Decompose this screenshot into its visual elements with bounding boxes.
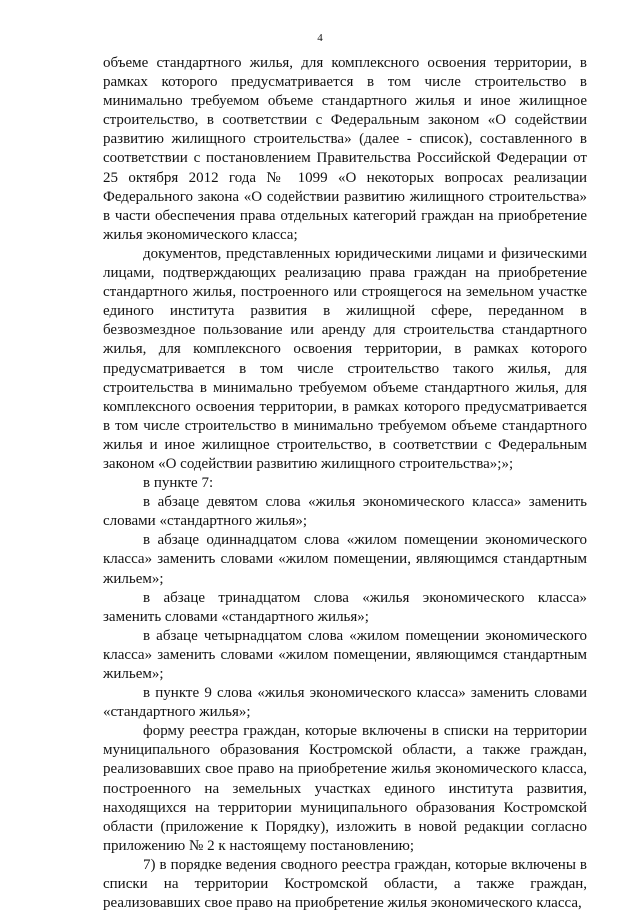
paragraph-abzac-13: в абзаце тринадцатом слова «жилья экономического класса» заменить словами «стандартного жилья»;	[103, 589, 587, 625]
paragraph-abzac-14: в абзаце четырнадцатом слова «жилом помещении экономического класса» заменить словами «жилом помещении, являющимся стандартным жильем»;	[103, 627, 587, 682]
paragraph-item-7-consolidated: 7) в порядке ведения сводного реестра граждан, которые включены в списки на территории Костромской области, а также граждан, реализовавших свое право на приобретение жилья экономического класса,	[103, 856, 587, 912]
document-body	[103, 54, 587, 913]
paragraph-item-9: в пункте 9 слова «жилья экономического класса» заменить словами «стандартного жилья»;	[103, 685, 587, 721]
paragraph-abzac-11: в абзаце одиннадцатом слова «жилом помещении экономического класса» заменить словами «жилом помещении, являющимся стандартным жильем»;	[103, 532, 587, 587]
paragraph-registry-form: форму реестра граждан, которые включены в списки на территории муниципального образования Костромской области, а также граждан, реализовавших свое право на приобретение жилья экономического класса, построенного на земельных участках единого института развития, находящихся на территории муниципального образования Костромской области (приложение к Порядку), изложить в новой редакции согласно приложению № 2 к настоящему постановлению;	[103, 723, 587, 854]
paragraph-item-7-heading: в пункте 7:	[143, 475, 214, 492]
paragraph-documents: документов, представленных юридическими лицами и физическими лицами, подтверждающих реализацию права граждан на приобретение стандартного жилья, построенного или строящегося на земельном участке единого института развития в жилищной сфере, переданном в безвозмездное пользование или аренду для строительства стандартного жилья, для комплексного освоения территории, в рамках которого предусматривается в том числе строительство такого жилья, для строительства в минимально требуемом объеме стандартного жилья, для комплексного освоения территории, в рамках которого предусматривается в том числе строительство в минимально требуемом объеме стандартного жилья и иное жилищное строительство, в соответствии с Федеральным законом «О содействии развитию жилищного строительства»;»;	[103, 245, 587, 472]
paragraph-abzac-9: в абзаце девятом слова «жилья экономического класса» заменить словами «стандартного жилья»;	[103, 494, 587, 530]
page-number: 4	[317, 32, 323, 44]
paragraph-continuation: объеме стандартного жилья, для комплексного освоения территории, в рамках которого предусматривается в том числе строительство в минимально требуемом объеме стандартного жилья и иное жилищное строительство, в соответствии с Федеральным законом «О содействии развитию жилищного строительства» (далее - список), составленного в соответствии с постановлением Правительства Российской Федерации от 25 октября 2012 года № 1099 «О некоторых вопросах реализации Федерального закона «О содействии развитию жилищного строительства» в части обеспечения права отдельных категорий граждан на приобретение жилья экономического класса;	[103, 55, 587, 243]
